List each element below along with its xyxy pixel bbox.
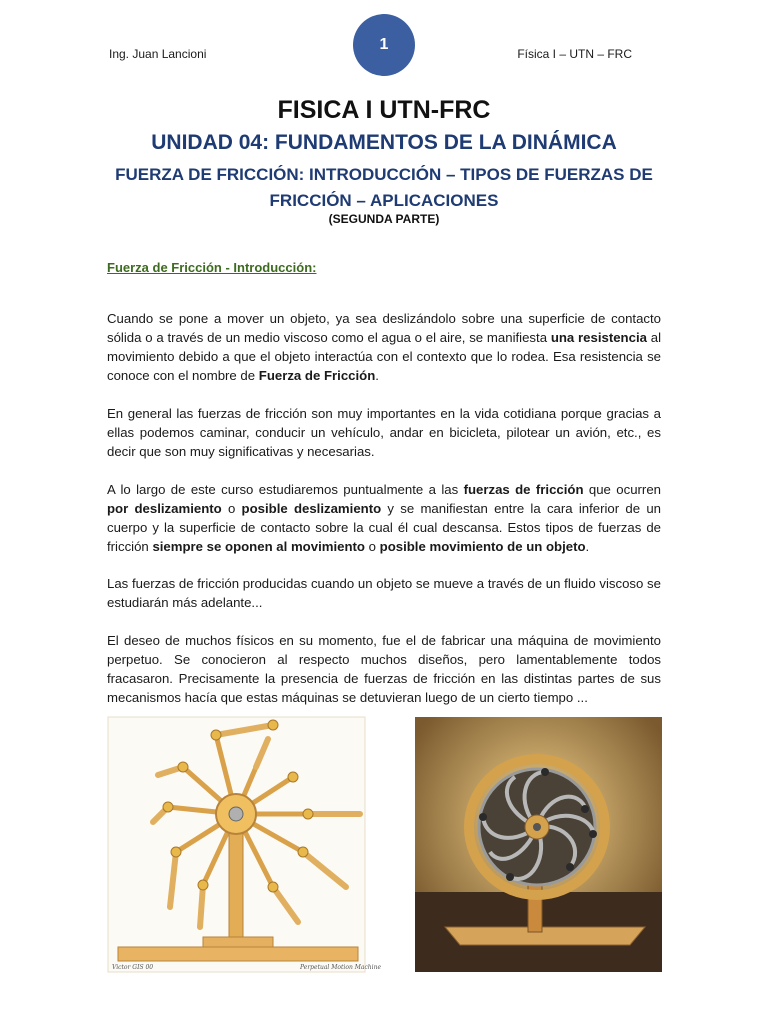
paragraph-1: Cuando se pone a mover un objeto, ya sea deslizándolo sobre una superficie de contacto sólida o a través de un medio viscoso como el agua o el aire, se manifiesta una resistencia al movimiento debido a que el objeto interactúa con el contexto que lo rodea. Esa resistencia se conoce con el nombre de Fuerza de Fricción. <box>107 311 661 383</box>
header-author: Ing. Juan Lancioni <box>109 47 207 61</box>
perpetual-motion-ball-wheel-photo <box>415 717 662 972</box>
unit-heading: UNIDAD 04: FUNDAMENTOS DE LA DINÁMICA <box>151 131 617 154</box>
paragraph-3: A lo largo de este curso estudiaremos puntualmente a las fuerzas de fricción que ocurren por deslizamiento o posible deslizamiento y se manifiestan entre la cara inferior de un cuerpo y la superficie de contacto sobre la cual él cual descansa. Estos tipos de fuerzas de fricción siempre se oponen al movimiento o posible movimiento de un objeto. <box>107 482 661 554</box>
page-number-badge: 1 <box>353 14 415 76</box>
paragraph-5: El deseo de muchos físicos en su momento, fue el de fabricar una máquina de movimiento perpetuo. Se conocieron al respecto muchos diseños, pero lamentablemente todos fracasaron. Precisamente la presencia de fuerzas de fricción en las distintas partes de sus mecanismos hacía que estas máquinas se detuvieran luego de un cierto tiempo ... <box>107 633 661 705</box>
section-heading: Fuerza de Fricción - Introducción: <box>107 260 317 275</box>
document-title: FISICA I UTN-FRC <box>277 96 491 124</box>
left-image-caption-left: Victor GIS 00 <box>112 964 154 971</box>
perpetual-motion-wheel-illustration <box>108 717 382 972</box>
subtitle: FUERZA DE FRICCIÓN: INTRODUCCIÓN – TIPOS DE FUERZAS DE FRICCIÓN – APLICACIONES <box>115 165 653 210</box>
left-image-caption-right: Perpetual Motion Machine <box>300 964 382 971</box>
part-label: (SEGUNDA PARTE) <box>328 212 440 226</box>
paragraph-4: Las fuerzas de fricción producidas cuando un objeto se mueve a través de un fluido viscoso se estudiarán más adelante... <box>107 576 661 610</box>
paragraph-2: En general las fuerzas de fricción son muy importantes en la vida cotidiana porque gracias a ellas podemos caminar, conducir un vehículo, andar en bicicleta, pilotear un avión, etc., es decir que son muy significativas y necesarias. <box>107 406 661 459</box>
header-course: Física I – UTN – FRC <box>517 47 632 61</box>
